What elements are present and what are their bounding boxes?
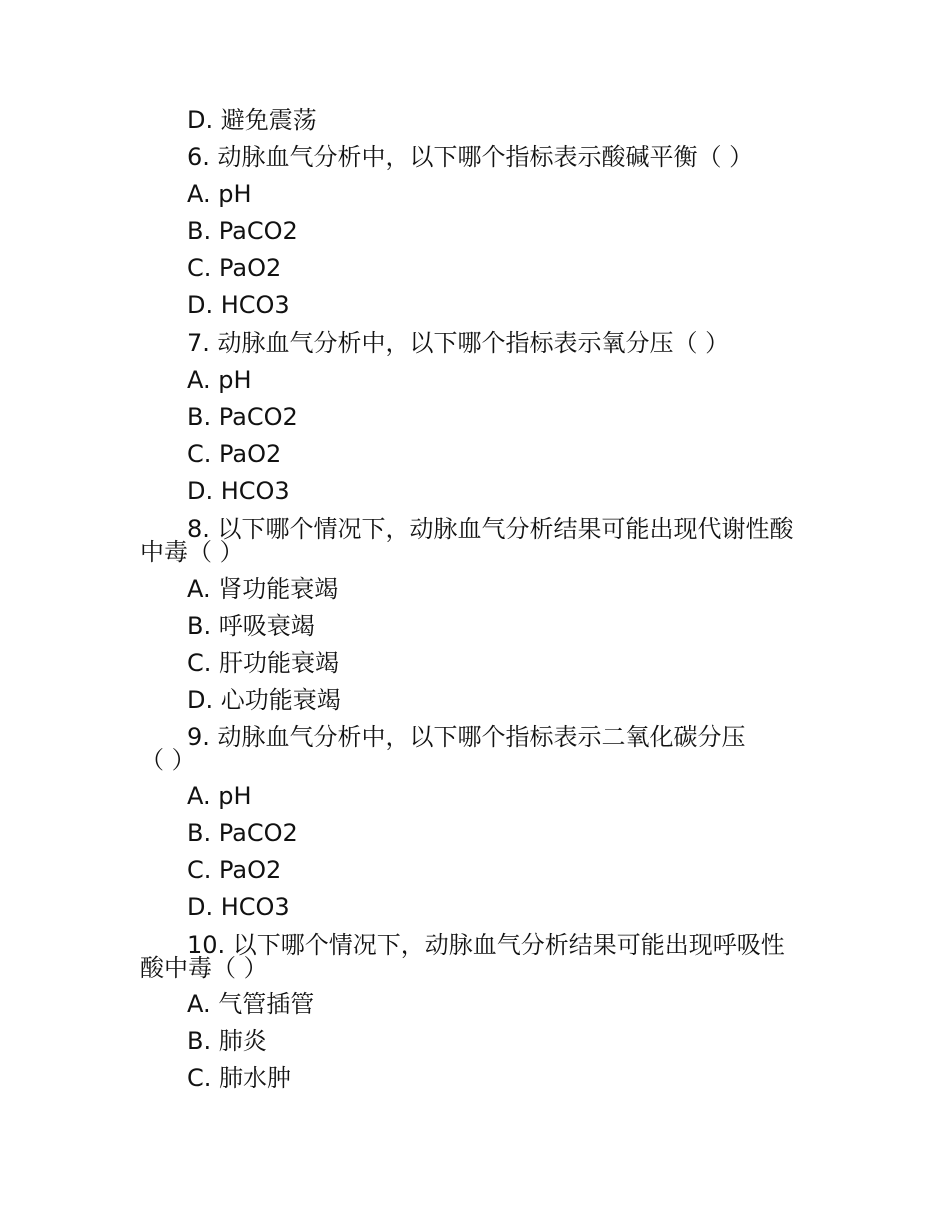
question-10-continuation: 酸中毒（ ） bbox=[140, 954, 268, 982]
question-9-continuation: （ ） bbox=[140, 746, 196, 774]
option-line: B. PaCO2 bbox=[187, 819, 298, 847]
question-8-continuation: 中毒（ ） bbox=[140, 538, 244, 566]
option-line: A. 气管插管 bbox=[187, 990, 315, 1018]
option-line: B. PaCO2 bbox=[187, 217, 298, 245]
option-line: D. 心功能衰竭 bbox=[187, 686, 341, 714]
option-line: C. PaO2 bbox=[187, 440, 282, 468]
option-line: D. HCO3 bbox=[187, 291, 290, 319]
question-6-text: 6. 动脉血气分析中，以下哪个指标表示酸碱平衡（ ） bbox=[187, 143, 754, 171]
option-line: A. 肾功能衰竭 bbox=[187, 575, 339, 603]
option-line: D. 避免震荡 bbox=[187, 106, 317, 134]
option-line: C. 肺水肿 bbox=[187, 1064, 292, 1092]
option-line: B. 肺炎 bbox=[187, 1027, 267, 1055]
question-7-text: 7. 动脉血气分析中，以下哪个指标表示氧分压（ ） bbox=[187, 329, 730, 357]
option-line: A. pH bbox=[187, 366, 252, 394]
option-line: D. HCO3 bbox=[187, 477, 290, 505]
option-line: A. pH bbox=[187, 180, 252, 208]
question-10-text: 10. 以下哪个情况下，动脉血气分析结果可能出现呼吸性 bbox=[187, 931, 785, 959]
question-9-text: 9. 动脉血气分析中，以下哪个指标表示二氧化碳分压 bbox=[187, 723, 746, 751]
option-line: C. PaO2 bbox=[187, 254, 282, 282]
option-line: B. PaCO2 bbox=[187, 403, 298, 431]
option-line: C. 肝功能衰竭 bbox=[187, 649, 340, 677]
option-line: A. pH bbox=[187, 782, 252, 810]
option-line: B. 呼吸衰竭 bbox=[187, 612, 315, 640]
question-8-text: 8. 以下哪个情况下，动脉血气分析结果可能出现代谢性酸 bbox=[187, 515, 794, 543]
option-line: D. HCO3 bbox=[187, 893, 290, 921]
option-line: C. PaO2 bbox=[187, 856, 282, 884]
